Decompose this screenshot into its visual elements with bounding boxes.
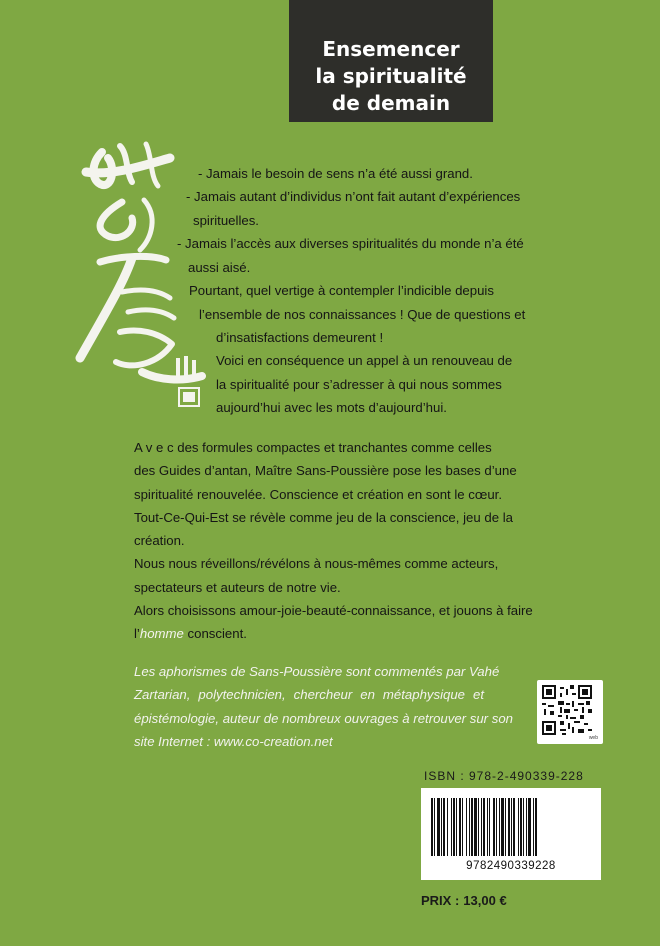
description-line: Alors choisissons amour-joie-beauté-connaissance, et jouons à faire	[134, 603, 533, 619]
qr-code-icon	[542, 685, 592, 735]
barcode	[421, 788, 601, 880]
title-box	[289, 0, 493, 122]
title-line-3: de demain	[331, 91, 451, 115]
intro-line: aujourd’hui avec les mots d’aujourd’hui.	[216, 400, 447, 415]
price	[421, 893, 507, 908]
emphasis-word: homme	[139, 626, 184, 642]
description-line: Nous nous réveillons/révélons à nous-mêmes comme acteurs,	[134, 556, 499, 572]
qr-code	[537, 680, 603, 744]
intro-line: Voici en conséquence un appel à un renouveau de	[216, 353, 513, 368]
intro-line: l’ensemble de nos connaissances ! Que de questions et	[199, 307, 526, 322]
intro-line: aussi aisé.	[188, 260, 251, 275]
author-note	[134, 660, 513, 753]
title-line-1: Ensemencer	[322, 37, 460, 61]
intro-line: d’insatisfactions demeurent !	[216, 330, 384, 345]
intro-line: - Jamais autant d’individus n’ont fait autant d’expériences	[186, 189, 521, 204]
description-line: des Guides d’antan, Maître Sans-Poussière pose les bases d’une	[134, 463, 517, 479]
qr-label: web	[588, 735, 598, 741]
price-label: PRIX :	[421, 893, 460, 908]
description-line: spiritualité renouvelée. Conscience et création en sont le cœur.	[134, 486, 502, 502]
author-note-line: Les aphorismes de Sans-Poussière sont commentés par Vahé	[134, 664, 500, 679]
intro-line: la spiritualité pour s’adresser à qui nous sommes	[216, 377, 502, 392]
intro-line: Pourtant, quel vertige à contempler l’indicible depuis	[189, 283, 494, 298]
barcode-bars-icon	[421, 788, 601, 860]
intro-line: spirituelles.	[193, 213, 259, 228]
description-last-line: l’homme conscient.	[134, 626, 247, 642]
price-value: 13,00 €	[463, 893, 507, 908]
author-note-line: épistémologie, auteur de nombreux ouvrages à retrouver sur son	[134, 710, 513, 726]
barcode-number: 9782490339228	[466, 860, 556, 872]
description-line: A v e c des formules compactes et tranchantes comme celles	[134, 440, 492, 455]
description-line: création.	[134, 533, 185, 549]
title-line-2: la spiritualité	[315, 64, 467, 88]
description-line: spectateurs et auteurs de notre vie.	[134, 579, 341, 595]
description-text	[134, 436, 533, 646]
description-line: Tout-Ce-Qui-Est se révèle comme jeu de la conscience, jeu de la	[134, 509, 513, 525]
isbn-text: ISBN : 978-2-490339-228	[424, 769, 584, 783]
author-note-line: site Internet : www.co-creation.net	[134, 733, 333, 749]
author-note-line: Zartarian, polytechnicien, chercheur en métaphysique et	[134, 687, 484, 703]
intro-line: - Jamais le besoin de sens n’a été aussi grand.	[198, 166, 473, 181]
intro-line: - Jamais l’accès aux diverses spiritualités du monde n’a été	[177, 236, 524, 251]
